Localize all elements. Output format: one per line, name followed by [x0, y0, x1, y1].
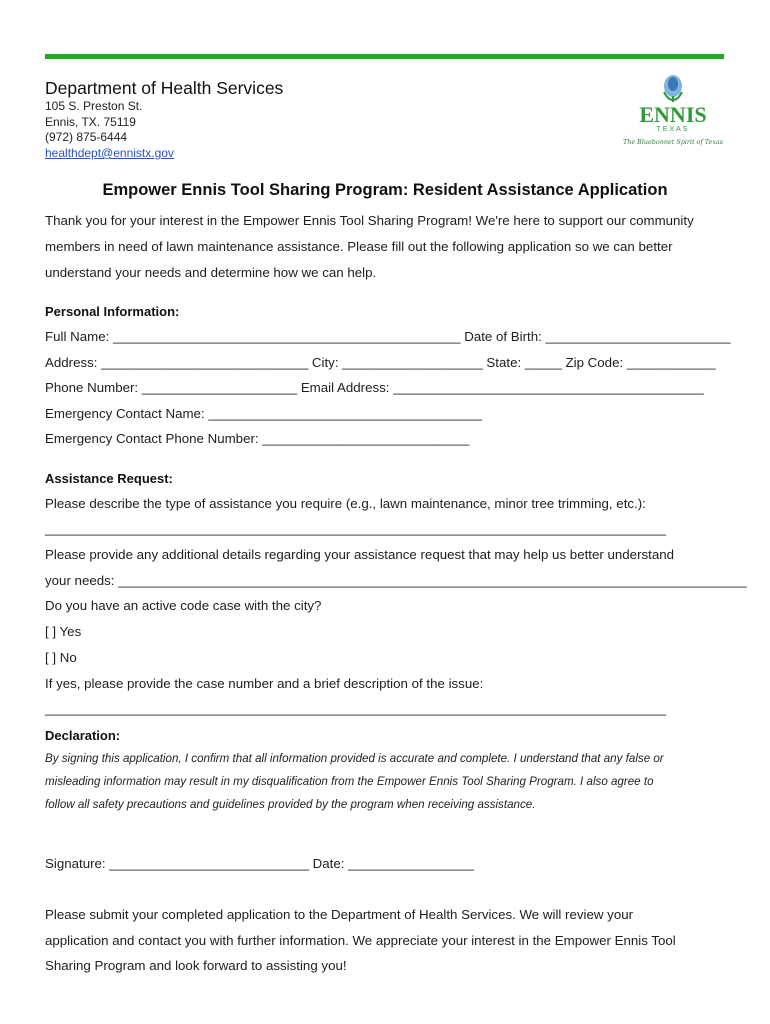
email-link[interactable]: healthdept@ennistx.gov: [45, 146, 174, 160]
closing-line-2: application and contact you with further information. We appreciate your interest in the Empower Ennis Tool: [45, 933, 676, 948]
address-street: 105 S. Preston St.: [45, 99, 143, 113]
additional-details-field[interactable]: your needs: _____________________________________________________________________________________: [45, 573, 747, 588]
phone-email-field[interactable]: Phone Number: _____________________ Email Address: __________________________________________: [45, 380, 704, 395]
case-number-question: If yes, please provide the case number and a brief description of the issue:: [45, 676, 484, 691]
closing-line-1: Please submit your completed application to the Department of Health Services. We will review your: [45, 907, 634, 922]
address-field[interactable]: Address: ____________________________ City: ___________________ State: _____ Zip Code: ____________: [45, 355, 716, 370]
assistance-heading: Assistance Request:: [45, 471, 173, 486]
intro-line-3: understand your needs and determine how we can help.: [45, 265, 377, 280]
ennis-logo: [618, 74, 728, 154]
intro-line-2: members in need of lawn maintenance assistance. Please fill out the following application so we can better: [45, 239, 673, 254]
form-title: Empower Ennis Tool Sharing Program: Resident Assistance Application: [102, 181, 668, 199]
header-rule: [45, 54, 724, 59]
code-case-question: Do you have an active code case with the city?: [45, 598, 322, 613]
emergency-contact-name-field[interactable]: Emergency Contact Name: _____________________________________: [45, 406, 482, 421]
logo-wordmark: ENNIS: [639, 102, 707, 127]
intro-line-1: Thank you for your interest in the Empower Ennis Tool Sharing Program! We're here to support our community: [45, 213, 694, 228]
full-name-field[interactable]: Full Name: _______________________________________________ Date of Birth: _________________________: [45, 329, 731, 344]
logo-tagline: The Bluebonnet Spirit of Texas: [622, 138, 724, 146]
additional-details-question: Please provide any additional details regarding your assistance request that may help us better understand: [45, 547, 675, 562]
phone-number: (972) 875-6444: [45, 130, 128, 144]
closing-line-3: Sharing Program and look forward to assisting you!: [45, 958, 347, 973]
emergency-contact-phone-field[interactable]: Emergency Contact Phone Number: ____________________________: [45, 431, 470, 446]
signature-date-field[interactable]: Signature: ___________________________ Date: _________________: [45, 856, 474, 871]
code-case-yes-checkbox[interactable]: [ ] Yes: [45, 624, 82, 639]
bluebonnet-icon: [664, 75, 682, 102]
department-name: Department of Health Services: [45, 78, 284, 98]
assistance-type-field[interactable]: ____________________________________________________________________________________: [45, 521, 667, 536]
declaration-line-2: misleading information may result in my disqualification from the Empower Ennis Tool Sharing Program. I also agree to: [45, 775, 654, 788]
code-case-no-checkbox[interactable]: [ ] No: [45, 650, 77, 665]
logo-state: TEXAS: [656, 126, 690, 133]
declaration-line-1: By signing this application, I confirm that all information provided is accurate and complete. I understand that any false or: [45, 752, 664, 765]
personal-info-heading: Personal Information:: [45, 304, 180, 319]
address-city: Ennis, TX. 75119: [45, 115, 136, 129]
case-number-field[interactable]: ____________________________________________________________________________________: [45, 701, 667, 716]
declaration-line-3: follow all safety precautions and guidelines provided by the program when receiving assistance.: [45, 798, 536, 811]
assistance-type-question: Please describe the type of assistance you require (e.g., lawn maintenance, minor tree trimming, etc.):: [45, 496, 646, 511]
declaration-heading: Declaration:: [45, 728, 121, 743]
